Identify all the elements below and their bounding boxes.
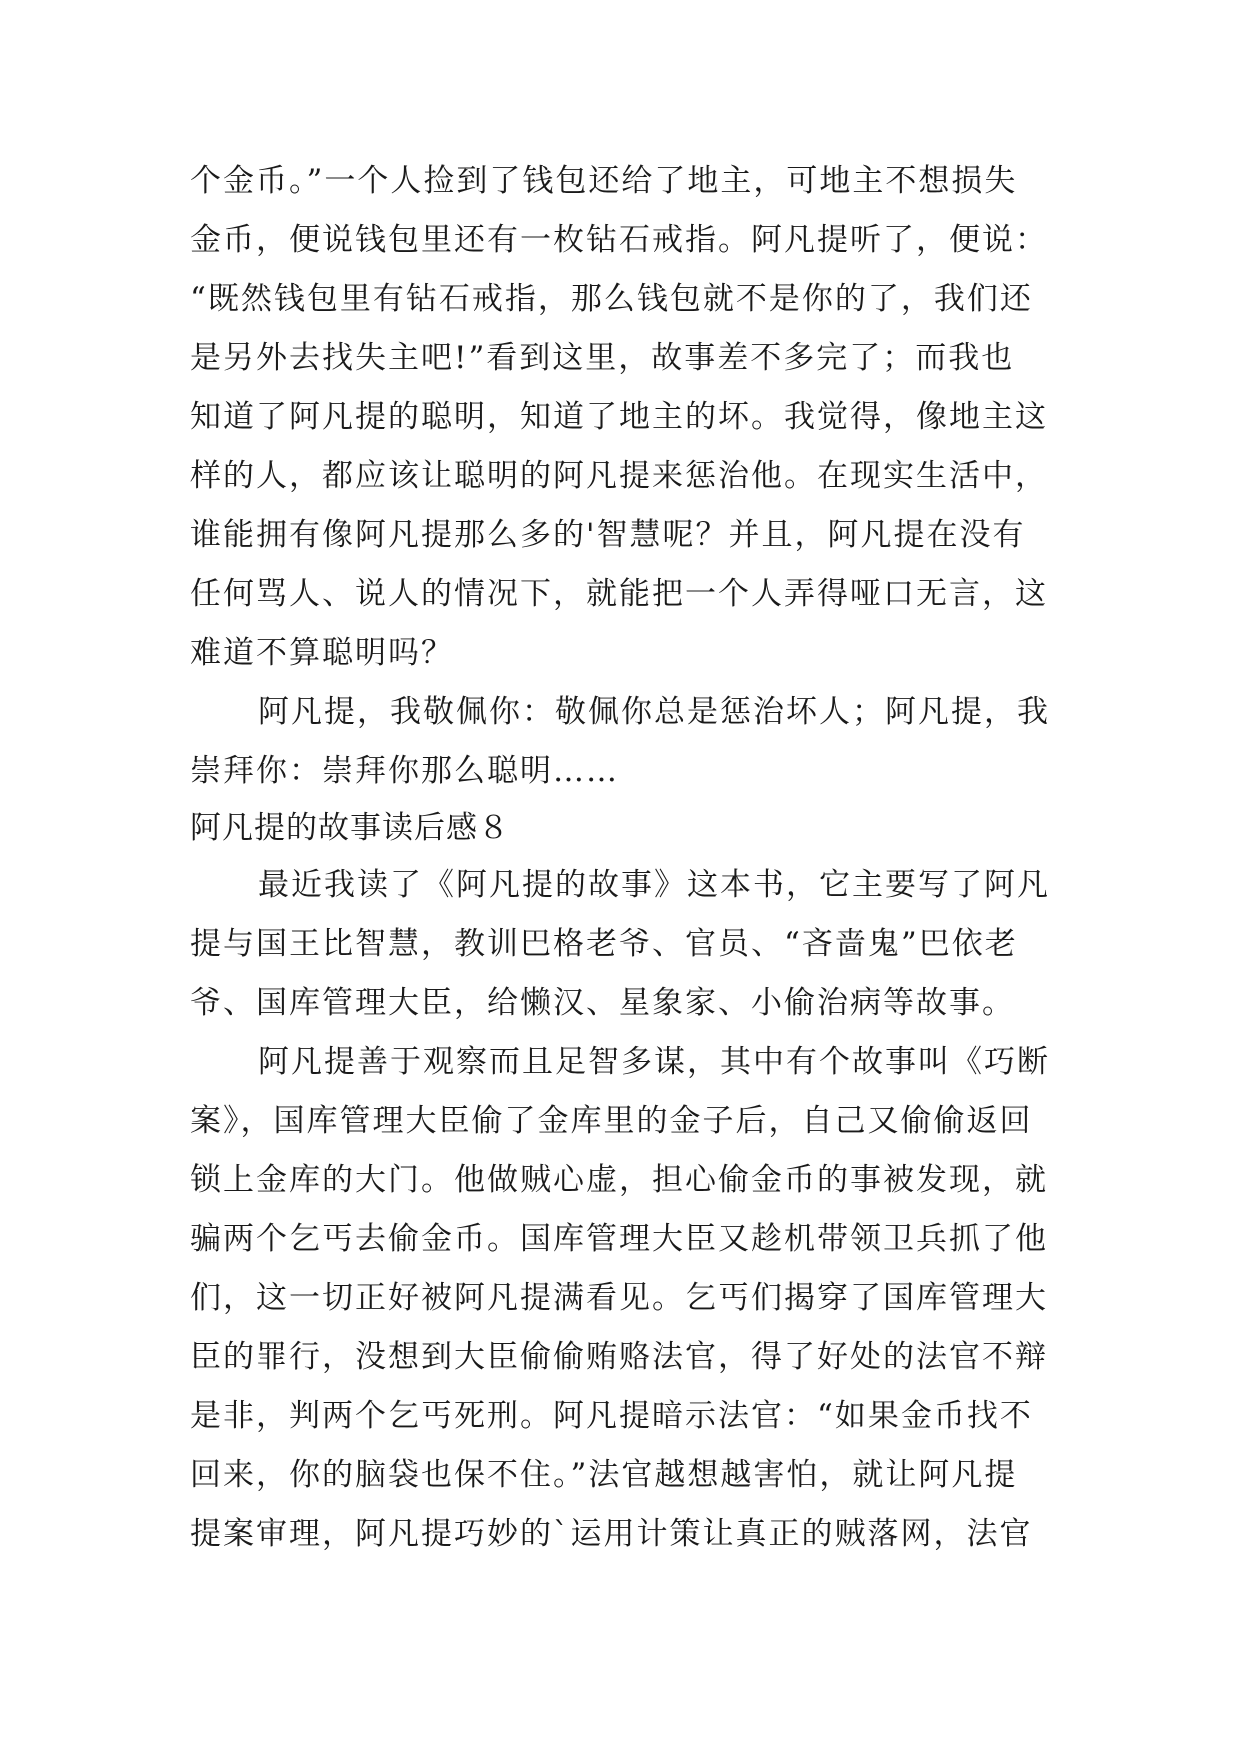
text-line: 难道不算聪明吗？ [190, 635, 454, 671]
text-line: 样的人，都应该让聪明的阿凡提来惩治他。在现实生活中， [190, 458, 1048, 494]
text-line: 金币，便说钱包里还有一枚钻石戒指。阿凡提听了，便说： [190, 222, 1048, 258]
document-body [190, 152, 1050, 1564]
text-line: 最近我读了《阿凡提的故事》这本书，它主要写了阿凡 [258, 867, 1050, 903]
text-line: 骗两个乞丐去偷金币。国库管理大臣又趁机带领卫兵抓了他 [190, 1221, 1048, 1257]
text-line: 是另外去找失主吧!”看到这里，故事差不多完了；而我也 [190, 340, 1015, 376]
text-line: 任何骂人、说人的情况下，就能把一个人弄得哑口无言，这 [190, 576, 1048, 612]
section-heading: 阿凡提的故事读后感８ [190, 810, 510, 846]
text-line: 们，这一切正好被阿凡提满看见。乞丐们揭穿了国库管理大 [190, 1280, 1048, 1316]
text-line: 提案审理，阿凡提巧妙的`运用计策让真正的贼落网，法官 [190, 1516, 1033, 1552]
text-line: 谁能拥有像阿凡提那么多的'智慧呢？并且，阿凡提在没有 [190, 517, 1026, 553]
paragraph-story [190, 1033, 1050, 1564]
text-line: 案》，国库管理大臣偷了金库里的金子后，自己又偷偷返回 [190, 1103, 1033, 1139]
paragraph-continued [190, 152, 1050, 683]
text-line: 爷、国库管理大臣，给懒汉、星象家、小偷治病等故事。 [190, 985, 1015, 1021]
paragraph-admiration [190, 683, 1050, 801]
text-line: 回来，你的脑袋也保不住。”法官越想越害怕，就让阿凡提 [190, 1457, 1018, 1493]
text-line: 阿凡提善于观察而且足智多谋，其中有个故事叫《巧断 [258, 1044, 1050, 1080]
text-line: 锁上金库的大门。他做贼心虚，担心偷金币的事被发现，就 [190, 1162, 1048, 1198]
text-line: 提与国王比智慧，教训巴格老爷、官员、“吝啬鬼”巴依老 [190, 926, 1018, 962]
text-line: “既然钱包里有钻石戒指，那么钱包就不是你的了，我们还 [190, 281, 1033, 317]
text-line: 个金币。”一个人捡到了钱包还给了地主，可地主不想损失 [190, 163, 1018, 199]
text-line: 崇拜你：崇拜你那么聪明…… [190, 753, 619, 789]
text-line: 是非，判两个乞丐死刑。阿凡提暗示法官：“如果金币找不 [190, 1398, 1033, 1434]
text-line: 知道了阿凡提的聪明，知道了地主的坏。我觉得，像地主这 [190, 399, 1048, 435]
paragraph-summary [190, 856, 1050, 1033]
text-line: 阿凡提，我敬佩你：敬佩你总是惩治坏人；阿凡提，我 [258, 694, 1050, 730]
text-line: 臣的罪行，没想到大臣偷偷贿赂法官，得了好处的法官不辩 [190, 1339, 1048, 1375]
